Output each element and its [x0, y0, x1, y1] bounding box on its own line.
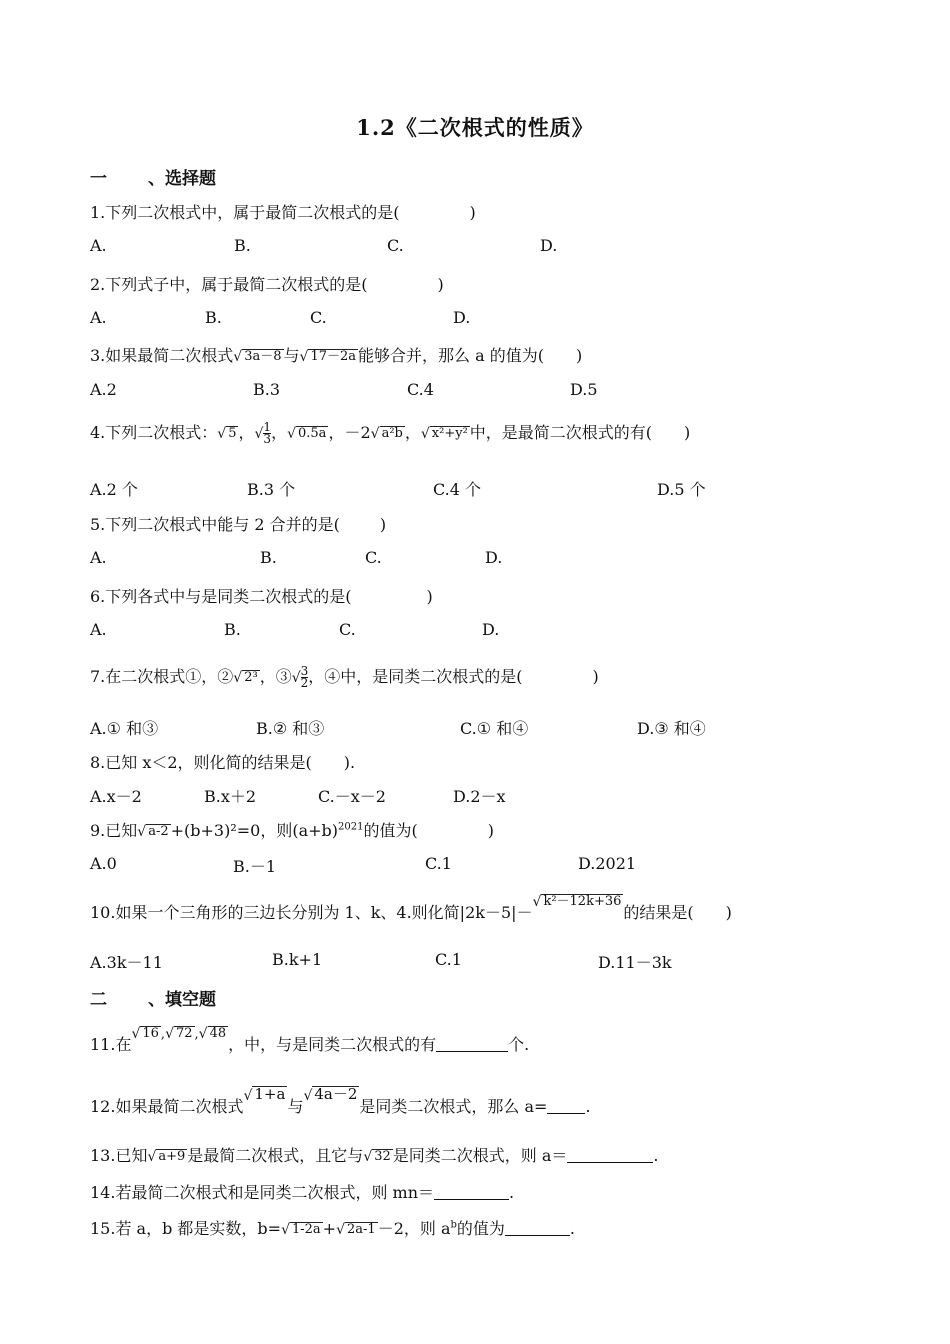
question-text: 的值为 — [456, 1219, 505, 1238]
option-d[interactable]: D.5 个 — [657, 480, 706, 499]
radical-sign: √ — [532, 894, 542, 910]
question-text: －2，则 a — [377, 1219, 451, 1238]
question-text: 13.已知 — [90, 1146, 148, 1165]
exponent: 2021 — [338, 821, 364, 833]
bracket-close: ) — [379, 515, 387, 534]
section-number: 一 — [90, 169, 107, 189]
bracket-close: ) — [437, 275, 444, 294]
option-c[interactable]: C. — [387, 236, 404, 255]
question-text: 14.若最简二次根式和是同类二次根式，则 mn＝ — [90, 1183, 435, 1202]
section-heading-fill — [90, 985, 216, 1010]
radical-sign: √ — [137, 824, 147, 840]
option-d[interactable]: D. — [482, 620, 500, 639]
bracket-close: ) — [487, 821, 494, 840]
bracket-close: ) — [426, 587, 433, 606]
option-b[interactable]: B. — [205, 308, 222, 327]
radical-sign: √ — [291, 670, 301, 686]
option-d[interactable]: D.2021 — [578, 854, 637, 873]
question-5 — [90, 512, 386, 535]
option-a[interactable]: A. — [90, 236, 107, 255]
question-text: 3.如果最简二次根式 — [90, 346, 234, 365]
option-d[interactable]: D. — [485, 548, 503, 567]
question-text: ，③ — [259, 667, 292, 686]
question-3 — [90, 343, 582, 366]
question-text: 中，是最简二次根式的有( ) — [469, 423, 691, 442]
section-name: 、选择题 — [148, 169, 216, 189]
option-b[interactable]: B.3 — [253, 380, 281, 399]
option-b[interactable]: B.k+1 — [272, 950, 323, 969]
question-text: 10.如果一个三角形的三边长分别为 1、k、4.则化简|2k－5|－ — [90, 903, 533, 922]
question-text: ，中，与是同类二次根式的有 — [228, 1035, 437, 1054]
question-text: 1.下列二次根式中，属于最简二次根式的是( — [90, 203, 400, 222]
question-text: 5.下列二次根式中能与 2 合并的是( — [90, 515, 340, 534]
section-number: 二 — [90, 990, 107, 1010]
fraction-num: 1 — [263, 420, 272, 434]
radical-sign: √ — [217, 426, 227, 442]
question-text: 与 — [283, 346, 300, 365]
option-c[interactable]: C.4 个 — [433, 480, 482, 499]
plus-sign: + — [322, 1219, 337, 1238]
option-c[interactable]: C.4 — [407, 380, 434, 399]
option-c[interactable]: C. — [339, 620, 356, 639]
question-4: 4.下列二次根式：√ 5 ，√ $\frac{1}{3}$ ，√ 0.5a ，－2√ a²b ，√ x²+y² 中，是最简二次根式的有( ) — [90, 420, 691, 446]
question-text: 的结果是( ) — [623, 903, 732, 922]
page-title: 1.2《二次根式的性质》 — [356, 115, 594, 140]
radicand-1: 1-2a — [291, 1222, 321, 1237]
fraction-den: 2 — [300, 676, 309, 690]
option-a[interactable]: A.2 个 — [90, 480, 138, 499]
radicand-2: 2a-1 — [347, 1222, 376, 1237]
radicand-1: a+9 — [158, 1149, 186, 1164]
question-8 — [90, 750, 355, 773]
question-7 — [90, 664, 599, 689]
fraction-num: 3 — [300, 664, 309, 678]
option-b[interactable]: B.3 个 — [247, 480, 296, 499]
question-14 — [90, 1180, 514, 1203]
option-a[interactable]: A.3k－11 — [90, 953, 163, 972]
option-d[interactable]: D.2－x — [453, 787, 506, 806]
radical-sign: √ — [165, 1026, 174, 1042]
radical-sign: √ — [243, 1088, 253, 1104]
radicand-1: 3a－8 — [244, 349, 282, 364]
question-text: . — [569, 1219, 576, 1238]
radicand-1: k²－12k+36 — [543, 894, 622, 909]
question-text: . — [509, 1183, 515, 1202]
radical-sign: √ — [336, 1222, 345, 1238]
radical-sign: √ — [198, 1026, 208, 1042]
question-text: 能够合并，那么 a 的值为( ) — [358, 346, 583, 365]
radicand-3: 0.5a — [298, 426, 327, 441]
radical-sign: √ — [303, 1088, 313, 1104]
question-text: . — [585, 1097, 591, 1116]
option-b[interactable]: B. — [234, 236, 251, 255]
answer-blank[interactable] — [434, 1185, 509, 1200]
radical-sign: √ — [299, 349, 309, 365]
option-c[interactable]: C.1 — [435, 950, 462, 969]
question-text: 12.如果最简二次根式 — [90, 1097, 244, 1116]
question-9 — [90, 818, 494, 841]
question-12 — [90, 1085, 591, 1117]
option-c[interactable]: C.－x－2 — [318, 787, 386, 806]
question-6 — [90, 584, 433, 607]
option-d[interactable]: D.5 — [570, 380, 598, 399]
question-text: 15.若 a，b 都是实数，b= — [90, 1219, 282, 1238]
radical-sign: √ — [147, 1149, 157, 1165]
question-text: 8.已知 x＜2，则化简的结果是( ). — [90, 753, 356, 772]
question-text: 是同类二次根式，则 a＝ — [392, 1146, 568, 1165]
option-c[interactable]: C.1 — [425, 854, 452, 873]
fraction — [263, 422, 271, 445]
radicand-2: 4a－2 — [314, 1085, 358, 1103]
radical-sign: √ — [233, 670, 243, 686]
option-b[interactable]: B.x＋2 — [204, 787, 257, 806]
question-10 — [90, 894, 732, 923]
option-a[interactable]: A.① 和③ — [90, 719, 159, 738]
radical-sign: √ — [420, 426, 430, 442]
bracket-close: ) — [592, 667, 599, 686]
radicand-4: a²b — [381, 426, 403, 441]
coefficient: －2 — [344, 423, 371, 442]
option-a[interactable]: A. — [90, 620, 107, 639]
radical-sign: √ — [233, 349, 243, 365]
answer-blank[interactable] — [436, 1037, 508, 1052]
radicand-2: 32 — [374, 1149, 391, 1164]
radicand-5: x²+y² — [431, 426, 468, 441]
radicand-1: 16 — [142, 1026, 159, 1041]
question-text: 是同类二次根式，那么 a= — [359, 1097, 548, 1116]
answer-blank[interactable] — [567, 1148, 653, 1163]
radicand-2: 72 — [175, 1026, 193, 1041]
option-c[interactable]: C.① 和④ — [460, 719, 529, 738]
option-d[interactable]: D. — [540, 236, 558, 255]
question-text: 的值为( — [363, 821, 418, 840]
option-a[interactable]: A. — [90, 548, 107, 567]
radicand-2: 17－2a — [310, 349, 357, 364]
option-b[interactable]: B.－1 — [233, 857, 277, 876]
radical-sign: √ — [281, 1222, 290, 1238]
exponent: b — [450, 1219, 457, 1231]
option-b[interactable]: B.② 和③ — [256, 719, 325, 738]
radical-sign: √ — [370, 426, 380, 442]
option-d[interactable]: D.11－3k — [598, 953, 672, 972]
radicand-1: 5 — [228, 426, 237, 441]
option-b[interactable]: B. — [260, 548, 277, 567]
question-11: 11.在$^{√ 16 ,√ 72 ,√ 48}$，中，与是同类二次根式的有 个. — [90, 1026, 530, 1054]
question-text: 4.下列二次根式： — [90, 423, 218, 442]
option-a[interactable]: A.2 — [90, 380, 117, 399]
option-a[interactable]: A.0 — [90, 854, 117, 873]
question-15 — [90, 1216, 575, 1239]
question-13 — [90, 1143, 659, 1166]
section-name: 、填空题 — [148, 990, 216, 1010]
question-1 — [90, 200, 476, 223]
radicand-2: 2³ — [244, 670, 258, 685]
option-b[interactable]: B. — [224, 620, 241, 639]
radical-sign: √ — [131, 1026, 141, 1042]
option-a[interactable]: A.x－2 — [90, 787, 142, 806]
question-text: 11.在 — [90, 1035, 132, 1054]
section-heading-choice — [90, 164, 216, 189]
answer-blank[interactable] — [505, 1221, 570, 1236]
option-d[interactable]: D. — [453, 308, 471, 327]
bracket-close: ) — [469, 203, 476, 222]
question-text: ，④中，是同类二次根式的是( — [308, 667, 523, 686]
question-text: 9.已知 — [90, 821, 138, 840]
radicand-1: a-2 — [148, 824, 169, 839]
option-c[interactable]: C. — [310, 308, 327, 327]
question-text: +(b+3)²=0，则(a+b) — [170, 821, 339, 840]
radical-sign: √ — [287, 426, 296, 442]
question-text: 7.在二次根式①，② — [90, 667, 234, 686]
question-2 — [90, 272, 444, 295]
radicand-3: 48 — [209, 1026, 227, 1041]
question-text: 个. — [508, 1035, 530, 1054]
question-text: 是最简二次根式，且它与 — [187, 1146, 364, 1165]
radical-sign: √ — [254, 426, 264, 442]
question-text: 6.下列各式中与是同类二次根式的是( — [90, 587, 352, 606]
radical-sign: √ — [363, 1149, 373, 1165]
answer-blank[interactable] — [547, 1099, 585, 1114]
question-text: 与 — [287, 1097, 304, 1116]
question-text: 2.下列式子中，属于最简二次根式的是( — [90, 275, 368, 294]
option-a[interactable]: A. — [90, 308, 107, 327]
option-c[interactable]: C. — [365, 548, 382, 567]
option-d[interactable]: D.③ 和④ — [637, 719, 706, 738]
fraction-den: 3 — [263, 432, 272, 446]
question-text: . — [653, 1146, 659, 1165]
radicand-1: 1+a — [254, 1085, 286, 1103]
